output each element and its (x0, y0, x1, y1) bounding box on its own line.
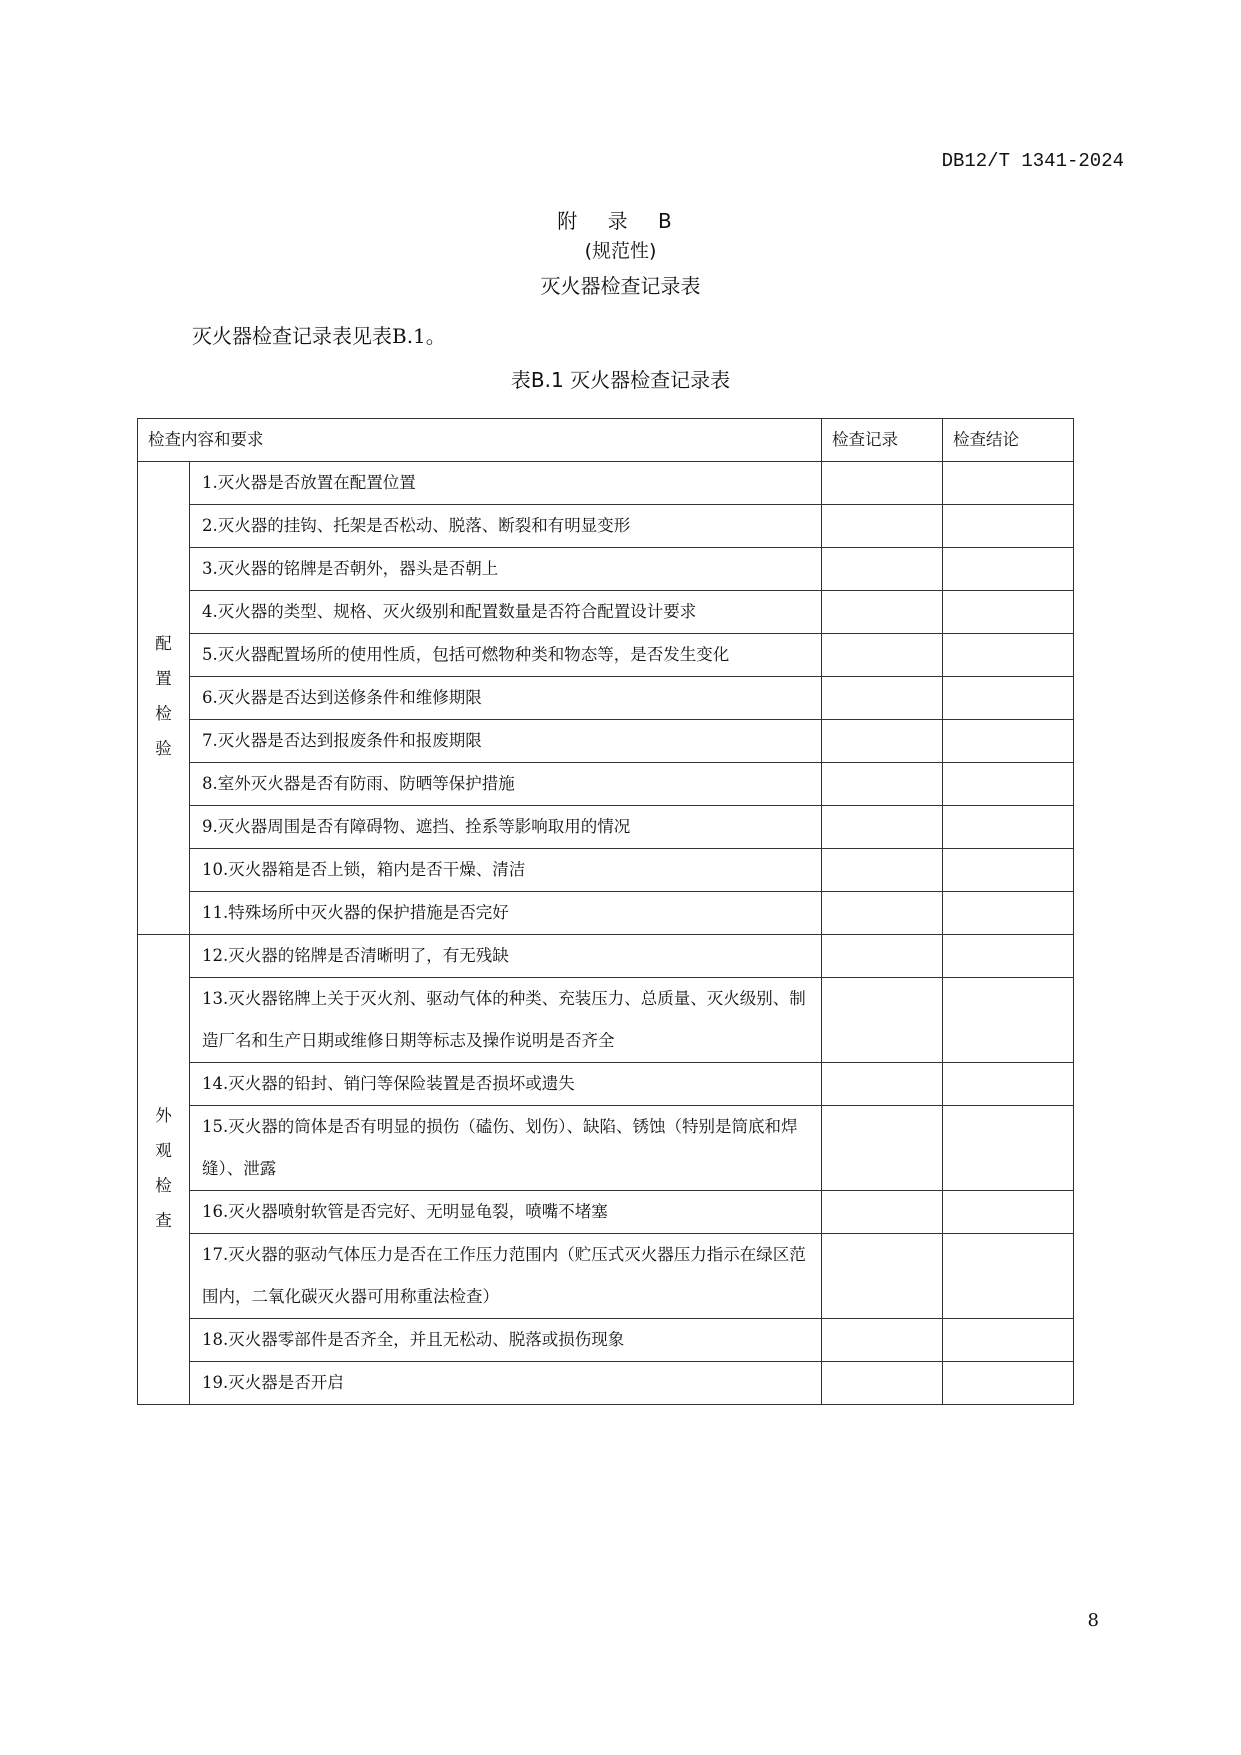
item-content-cell: 8.室外灭火器是否有防雨、防晒等保护措施 (190, 763, 822, 806)
inspection-record-table (137, 418, 1074, 1405)
table-row (138, 505, 1074, 548)
record-cell[interactable] (822, 1063, 943, 1106)
header-record: 检查记录 (822, 419, 943, 462)
table-row (138, 1191, 1074, 1234)
table-row (138, 591, 1074, 634)
record-cell[interactable] (822, 634, 943, 677)
appendix-name: 灭火器检查记录表 (540, 274, 701, 298)
item-content-cell: 2.灭火器的挂钩、托架是否松动、脱落、断裂和有明显变形 (190, 505, 822, 548)
table-row (138, 806, 1074, 849)
document-number: DB12/T 1341-2024 (941, 150, 1124, 172)
table-row (138, 935, 1074, 978)
table-caption: 表B.1 灭火器检查记录表 (510, 368, 731, 392)
table-body (138, 462, 1074, 1405)
conclusion-cell[interactable] (943, 677, 1074, 720)
conclusion-cell[interactable] (943, 763, 1074, 806)
page-number: 8 (1087, 1610, 1099, 1631)
item-content-cell: 6.灭火器是否达到送修条件和维修期限 (190, 677, 822, 720)
conclusion-cell[interactable] (943, 1319, 1074, 1362)
item-content-cell: 19.灭火器是否开启 (190, 1362, 822, 1405)
record-cell[interactable] (822, 935, 943, 978)
table-row (138, 462, 1074, 505)
table-row (138, 548, 1074, 591)
conclusion-cell[interactable] (943, 978, 1074, 1063)
conclusion-cell[interactable] (943, 505, 1074, 548)
item-content-cell: 15.灭火器的筒体是否有明显的损伤（磕伤、划伤）、缺陷、锈蚀（特别是筒底和焊缝）、泄露 (190, 1106, 822, 1191)
conclusion-cell[interactable] (943, 462, 1074, 505)
table-row (138, 849, 1074, 892)
table-row (138, 892, 1074, 935)
header-conclusion: 检查结论 (943, 419, 1074, 462)
table-row (138, 677, 1074, 720)
appendix-title: 附 录 B (557, 209, 684, 233)
table-row (138, 1234, 1074, 1319)
group-label-cell (138, 935, 190, 1405)
record-cell[interactable] (822, 1106, 943, 1191)
item-content-cell: 16.灭火器喷射软管是否完好、无明显龟裂，喷嘴不堵塞 (190, 1191, 822, 1234)
record-cell[interactable] (822, 548, 943, 591)
conclusion-cell[interactable] (943, 1234, 1074, 1319)
group-label: 配置检验 (155, 634, 172, 758)
conclusion-cell[interactable] (943, 935, 1074, 978)
conclusion-cell[interactable] (943, 591, 1074, 634)
group-label-cell (138, 462, 190, 935)
record-cell[interactable] (822, 462, 943, 505)
item-content-cell: 10.灭火器箱是否上锁，箱内是否干燥、清洁 (190, 849, 822, 892)
record-cell[interactable] (822, 1362, 943, 1405)
record-cell[interactable] (822, 892, 943, 935)
record-cell[interactable] (822, 1191, 943, 1234)
intro-paragraph: 灭火器检查记录表见表B.1。 (192, 324, 446, 348)
item-content-cell: 12.灭火器的铭牌是否清晰明了，有无残缺 (190, 935, 822, 978)
record-cell[interactable] (822, 763, 943, 806)
record-cell[interactable] (822, 677, 943, 720)
record-cell[interactable] (822, 1319, 943, 1362)
conclusion-cell[interactable] (943, 1063, 1074, 1106)
conclusion-cell[interactable] (943, 634, 1074, 677)
table-row (138, 634, 1074, 677)
item-content-cell: 1.灭火器是否放置在配置位置 (190, 462, 822, 505)
item-content-cell: 17.灭火器的驱动气体压力是否在工作压力范围内（贮压式灭火器压力指示在绿区范围内，二氧化碳灭火器可用称重法检查） (190, 1234, 822, 1319)
conclusion-cell[interactable] (943, 720, 1074, 763)
conclusion-cell[interactable] (943, 1362, 1074, 1405)
table-row (138, 1063, 1074, 1106)
record-cell[interactable] (822, 720, 943, 763)
item-content-cell: 5.灭火器配置场所的使用性质，包括可燃物种类和物态等，是否发生变化 (190, 634, 822, 677)
record-cell[interactable] (822, 1234, 943, 1319)
table-row (138, 1319, 1074, 1362)
item-content-cell: 14.灭火器的铅封、销闩等保险装置是否损坏或遗失 (190, 1063, 822, 1106)
table-row (138, 978, 1074, 1063)
appendix-type: (规范性) (584, 240, 657, 262)
group-label: 外观检查 (155, 1105, 172, 1230)
conclusion-cell[interactable] (943, 548, 1074, 591)
conclusion-cell[interactable] (943, 806, 1074, 849)
item-content-cell: 11.特殊场所中灭火器的保护措施是否完好 (190, 892, 822, 935)
conclusion-cell[interactable] (943, 892, 1074, 935)
conclusion-cell[interactable] (943, 849, 1074, 892)
item-content-cell: 7.灭火器是否达到报废条件和报废期限 (190, 720, 822, 763)
item-content-cell: 18.灭火器零部件是否齐全，并且无松动、脱落或损伤现象 (190, 1319, 822, 1362)
table-header-row (138, 419, 1074, 462)
record-cell[interactable] (822, 849, 943, 892)
item-content-cell: 4.灭火器的类型、规格、灭火级别和配置数量是否符合配置设计要求 (190, 591, 822, 634)
table-row (138, 1106, 1074, 1191)
record-cell[interactable] (822, 806, 943, 849)
conclusion-cell[interactable] (943, 1106, 1074, 1191)
record-cell[interactable] (822, 978, 943, 1063)
record-cell[interactable] (822, 505, 943, 548)
table-row (138, 720, 1074, 763)
header-content: 检查内容和要求 (138, 419, 822, 462)
record-cell[interactable] (822, 591, 943, 634)
item-content-cell: 3.灭火器的铭牌是否朝外，器头是否朝上 (190, 548, 822, 591)
table-row (138, 763, 1074, 806)
item-content-cell: 13.灭火器铭牌上关于灭火剂、驱动气体的种类、充装压力、总质量、灭火级别、制造厂名和生产日期或维修日期等标志及操作说明是否齐全 (190, 978, 822, 1063)
item-content-cell: 9.灭火器周围是否有障碍物、遮挡、拴系等影响取用的情况 (190, 806, 822, 849)
conclusion-cell[interactable] (943, 1191, 1074, 1234)
table-row (138, 1362, 1074, 1405)
